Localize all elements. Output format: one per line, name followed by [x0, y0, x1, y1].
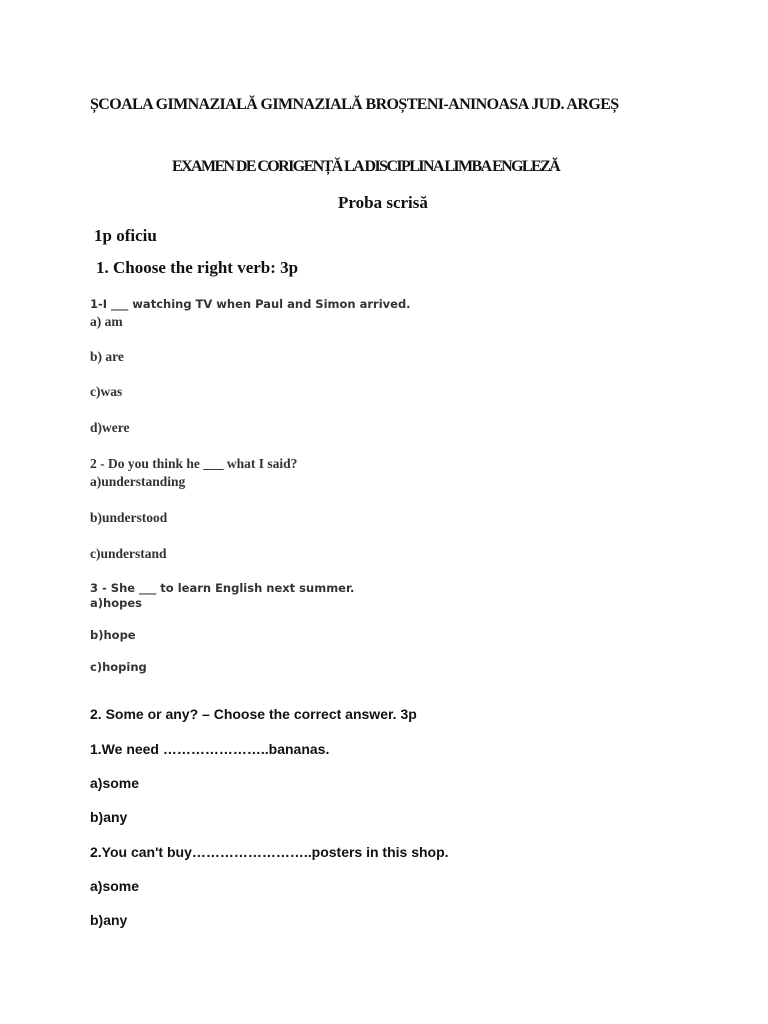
option-1-1-d: d)were [90, 420, 130, 435]
question-2-1: 1.We need …………………..bananas. [90, 741, 330, 757]
option-1-3-a: a)hopes [90, 596, 142, 610]
option-1-2-a: a)understanding [90, 474, 186, 489]
option-2-1-a: a)some [90, 775, 140, 791]
option-1-1-c: c)was [90, 384, 123, 399]
option-2-1-b: b)any [90, 809, 128, 825]
question-1-3: 3 - She ___ to learn English next summer. [90, 581, 355, 595]
section1-title: 1. Choose the right verb: 3p [96, 258, 299, 277]
school-name: ȘCOALA GIMNAZIALĂ GIMNAZIALĂ BROȘTENI-ANINOASA JUD. ARGEȘ [90, 96, 619, 113]
question-2-2: 2.You can't buy……………………..posters in this shop. [90, 844, 449, 860]
option-1-1-a: a) am [90, 314, 123, 329]
option-1-1-b: b) are [90, 349, 124, 364]
oficiu-points: 1p oficiu [94, 226, 157, 245]
section2-title: 2. Some or any? – Choose the correct answer. 3p [90, 706, 417, 722]
option-1-2-b: b)understood [90, 510, 168, 525]
option-2-2-a: a)some [90, 878, 140, 894]
option-2-2-b: b)any [90, 912, 128, 928]
option-1-2-c: c)understand [90, 546, 167, 561]
question-1-2: 2 - Do you think he ___ what I said? [90, 456, 298, 471]
exam-subtitle: Proba scrisă [338, 193, 428, 212]
option-1-3-c: c)hoping [90, 660, 147, 674]
option-1-3-b: b)hope [90, 628, 136, 642]
question-1-1: 1-I ___ watching TV when Paul and Simon arrived. [90, 297, 411, 311]
exam-title: EXAMEN DE CORIGENȚĂ LA DISCIPLINA LIMBA ENGLEZĂ [172, 158, 560, 175]
